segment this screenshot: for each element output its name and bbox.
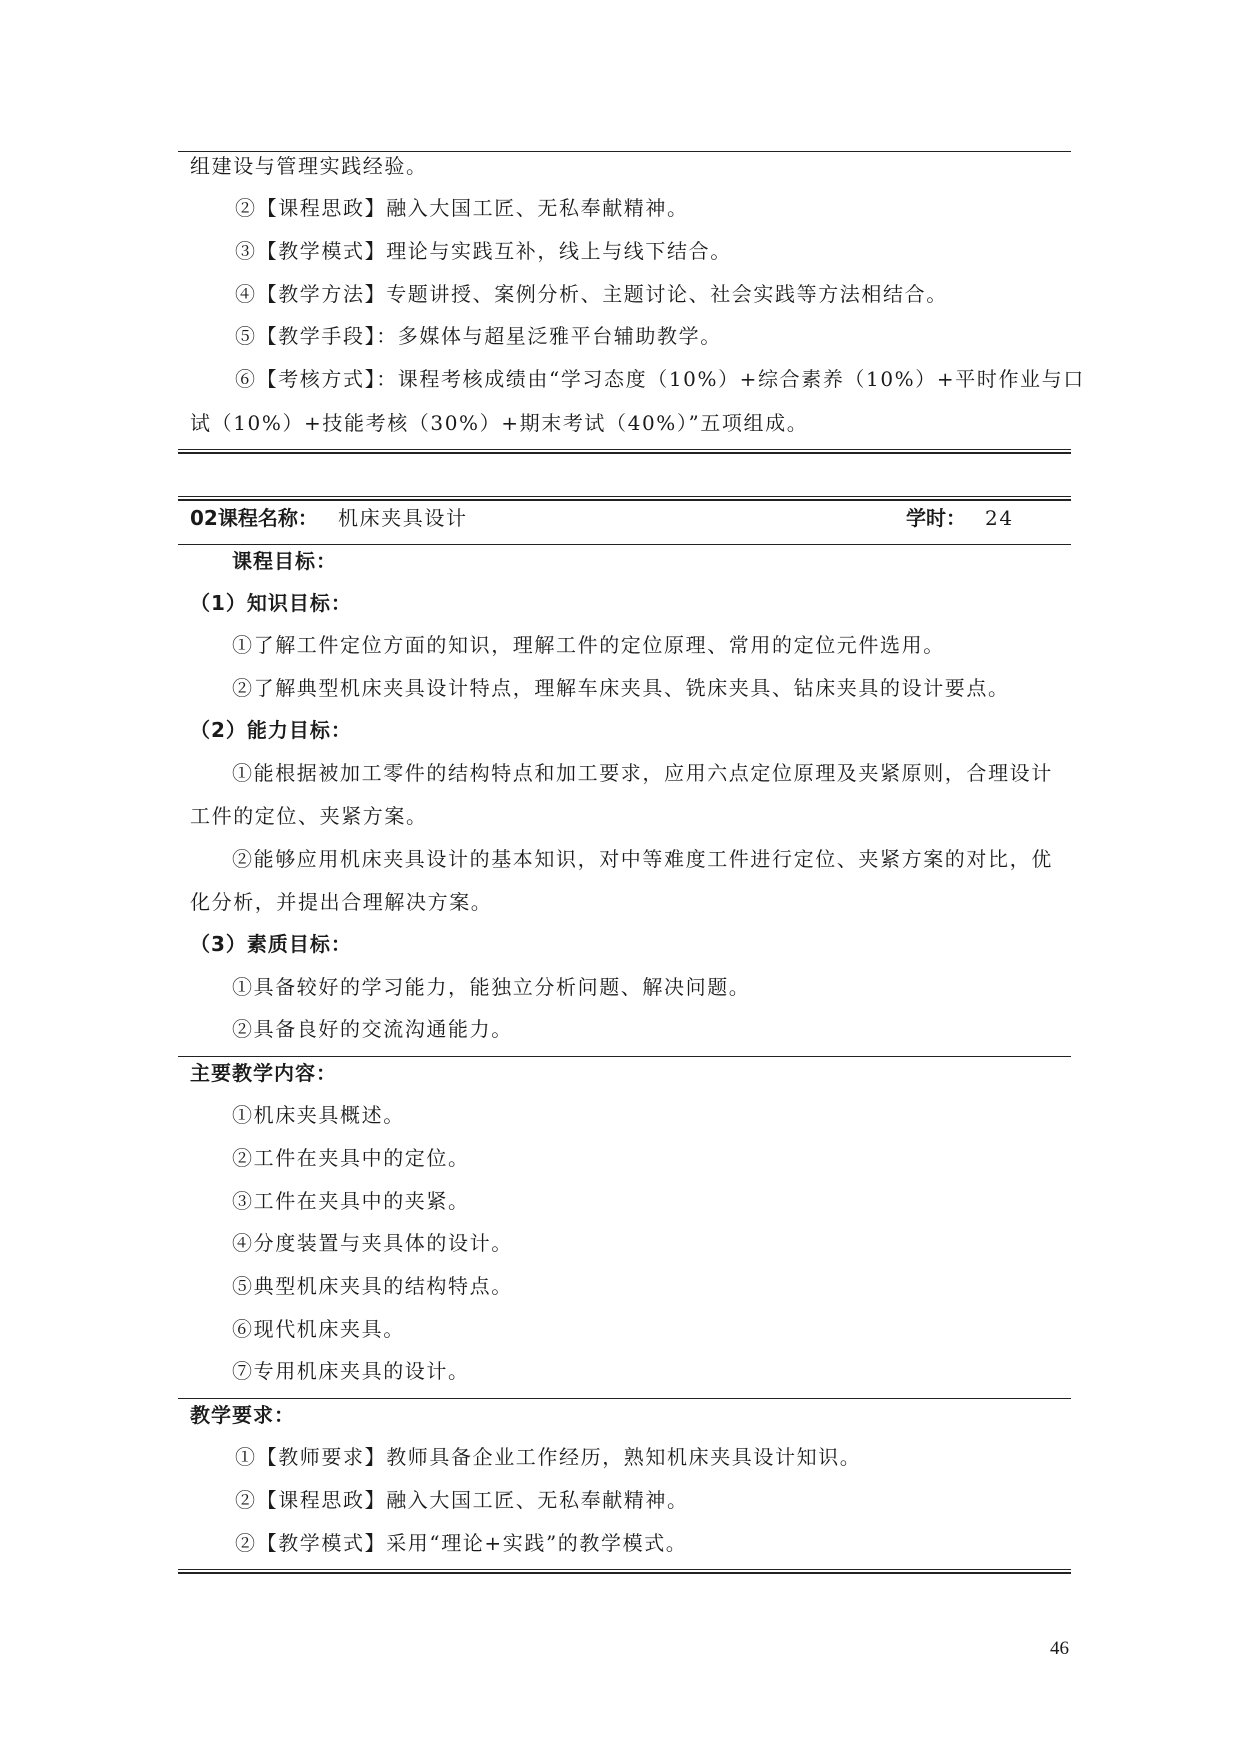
text-line: ⑤【教学手段】：多媒体与超星泛雅平台辅助教学。	[235, 324, 722, 348]
quality-heading: （3）素质目标：	[190, 932, 352, 956]
text-line: 化分析，并提出合理解决方案。	[190, 890, 493, 914]
text-line: ②能够应用机床夹具设计的基本知识，对中等难度工件进行定位、夹紧方案的对比，优	[232, 847, 1053, 871]
text-line: ⑥【考核方式】：课程考核成绩由“学习态度（10%）+综合素养（10%）+平时作业与口	[235, 367, 1085, 391]
list-item: ②工件在夹具中的定位。	[232, 1146, 470, 1170]
course-name-value: 机床夹具设计	[338, 506, 468, 530]
section-end-rule	[178, 449, 1071, 454]
content-title: 主要教学内容：	[190, 1061, 337, 1085]
text-line: 试（10%）+技能考核（30%）+期末考试（40%）”五项组成。	[190, 411, 809, 435]
ability-heading: （2）能力目标：	[190, 718, 352, 742]
list-item: ③工件在夹具中的夹紧。	[232, 1189, 470, 1213]
list-item: ⑦专用机床夹具的设计。	[232, 1359, 470, 1383]
knowledge-heading: （1）知识目标：	[190, 591, 352, 615]
top-rule	[178, 151, 1071, 152]
section-start-rule	[178, 496, 1071, 501]
section-end-rule	[178, 1569, 1071, 1574]
list-item: ⑤典型机床夹具的结构特点。	[232, 1274, 513, 1298]
requirements-title: 教学要求：	[190, 1403, 295, 1427]
objectives-title: 课程目标：	[232, 549, 337, 573]
course-hours-label: 学时：	[906, 506, 966, 530]
text-line: ③【教学模式】理论与实践互补，线上与线下结合。	[235, 239, 732, 263]
text-line: ①能根据被加工零件的结构特点和加工要求，应用六点定位原理及夹紧原则，合理设计	[232, 761, 1053, 785]
list-item: ⑥现代机床夹具。	[232, 1317, 405, 1341]
list-item: ②【教学模式】采用“理论+实践”的教学模式。	[235, 1531, 688, 1555]
text-line: 工件的定位、夹紧方案。	[190, 804, 428, 828]
list-item: ①【教师要求】教师具备企业工作经历，熟知机床夹具设计知识。	[235, 1445, 862, 1469]
header-rule	[178, 544, 1071, 545]
text-line: ①具备较好的学习能力，能独立分析问题、解决问题。	[232, 975, 751, 999]
text-line: ②了解典型机床夹具设计特点，理解车床夹具、铣床夹具、钻床夹具的设计要点。	[232, 676, 1010, 700]
content-end-rule	[178, 1398, 1071, 1399]
list-item: ④分度装置与夹具体的设计。	[232, 1231, 513, 1255]
page-number: 46	[1050, 1638, 1069, 1659]
text-line: ①了解工件定位方面的知识，理解工件的定位原理、常用的定位元件选用。	[232, 633, 945, 657]
objectives-end-rule	[178, 1056, 1071, 1057]
list-item: ②【课程思政】融入大国工匠、无私奉献精神。	[235, 1488, 689, 1512]
text-line: 组建设与管理实践经验。	[190, 154, 428, 178]
text-line: ②【课程思政】融入大国工匠、无私奉献精神。	[235, 196, 689, 220]
text-line: ②具备良好的交流沟通能力。	[232, 1017, 513, 1041]
course-hours-value: 24	[985, 506, 1014, 530]
course-name-label: 02课程名称：	[190, 506, 318, 530]
list-item: ①机床夹具概述。	[232, 1103, 405, 1127]
text-line: ④【教学方法】专题讲授、案例分析、主题讨论、社会实践等方法相结合。	[235, 282, 948, 306]
